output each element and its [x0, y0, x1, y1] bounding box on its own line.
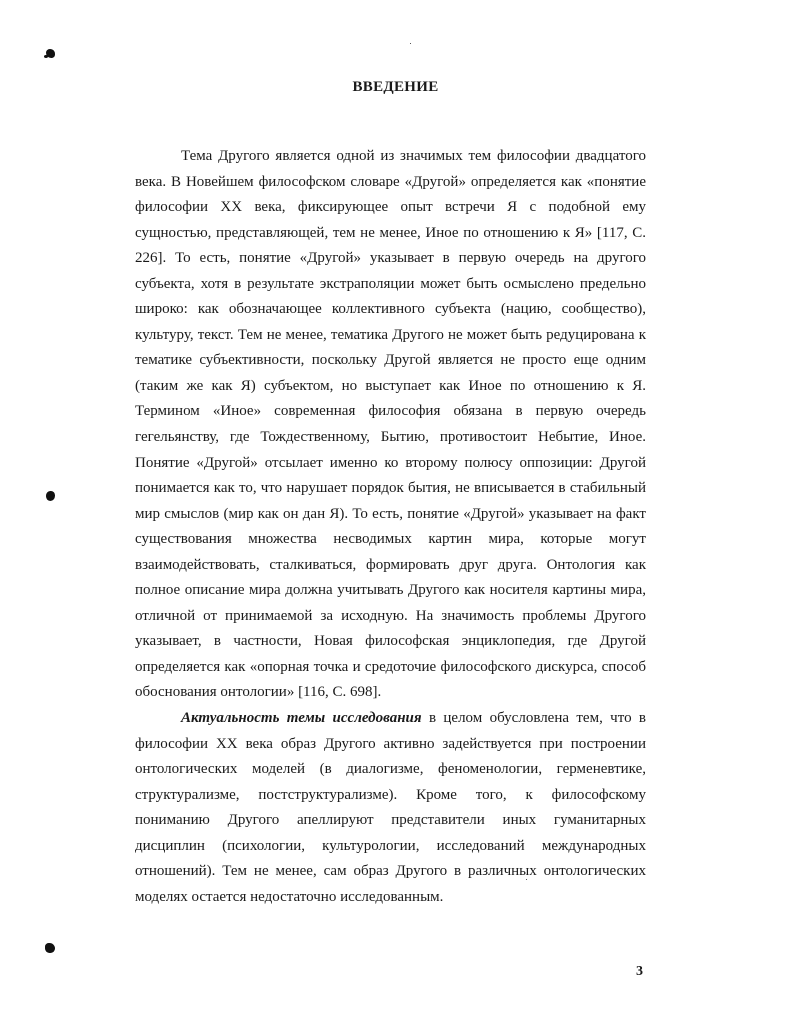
scan-artifact-mark	[46, 491, 55, 501]
paragraph	[135, 144, 646, 706]
paragraph	[135, 706, 646, 910]
scan-artifact-mark	[44, 55, 48, 58]
page-number: 3	[636, 964, 643, 979]
page-title: ВВЕДЕНИЕ	[352, 79, 439, 95]
paragraph-text: в целом обусловлена тем, что в философии XX века образ Другого активно задействуется при построении онтологических моделей (в диалогизме, феноменологии, герменевтике, структурализме, постструктурализме). Кроме того, к философскому пониманию Другого апеллируют представители иных гуманитарных дисциплин (психологии, культурологии, исследований международных отношений). Тем не менее, сам образ Другого в различных онтологических моделях остается недостаточно исследованным.	[135, 710, 646, 905]
scan-speck	[410, 43, 411, 44]
paragraph-text: Тема Другого является одной из значимых тем философии двадцатого века. В Новейшем философском словаре «Другой» определяется как «понятие философии XX века, фиксирующее опыт встречи Я с подобной ему сущностью, представляющей, тем не менее, Иное по отношению к Я» [117, С. 226]. То есть, понятие «Другой» указывает в первую очередь на другого субъекта, хотя в результате экстраполяции может быть осмыслено предельно широко: как обозначающее коллективного субъекта (нацию, сообщество), культуру, текст. Тем не менее, тематика Другого не может быть редуцирована к тематике субъективности, поскольку Другой является не просто еще одним (таким же как Я) субъектом, но выступает как Иное по отношению к Я. Термином «Иное» современная философия обязана в первую очередь гегельянству, где Тождественному, Бытию, противостоит Небытие, Иное. Понятие «Другой» отсылает именно ко второму полюсу оппозиции: Другой понимается как то, что нарушает порядок бытия, не вписывается в стабильный мир смыслов (мир как он дан Я). То есть, понятие «Другой» указывает на факт существования множества несводимых картин мира, которые могут взаимодействовать, сталкиваться, формировать друг друга. Онтология как полное описание мира должна учитывать Другого как носителя картины мира, отличной от принимаемой за исходную. На значимость проблемы Другого указывает, в частности, Новая философская энциклопедия, где Другой определяется как «опорная точка и средоточие философского дискурса, способ обоснования онтологии» [116, С. 698].	[135, 148, 646, 701]
paragraph-lead-term: Актуальность темы исследования	[181, 710, 422, 727]
scan-artifact-mark	[45, 943, 55, 953]
body-text	[135, 144, 646, 910]
